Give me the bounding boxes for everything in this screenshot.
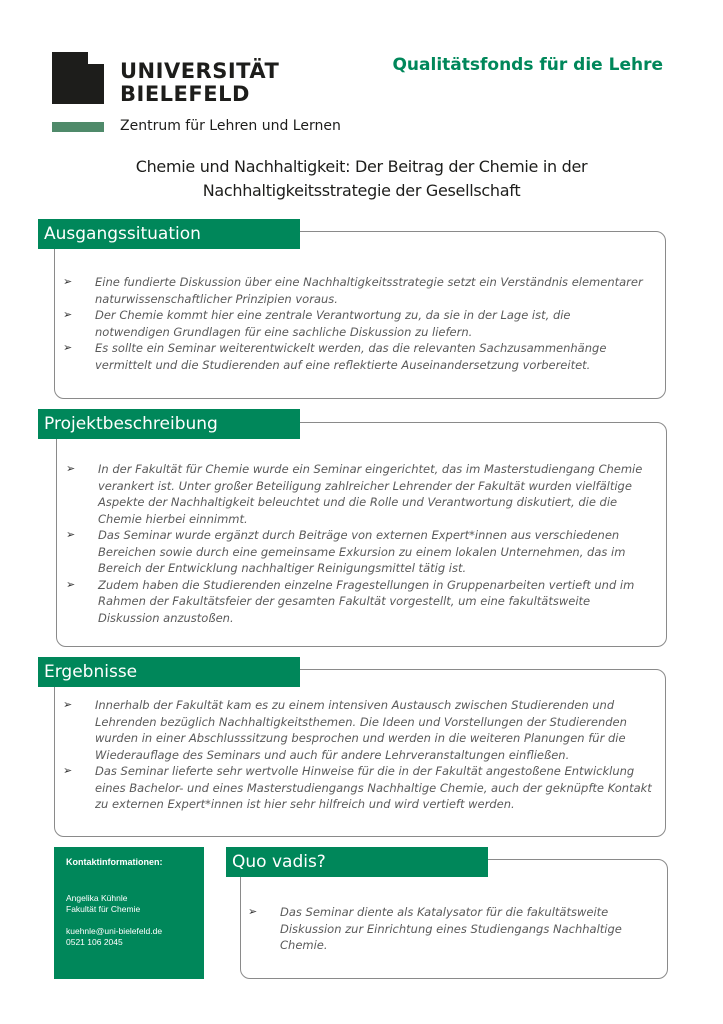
list-item: ➢ Das Seminar wurde ergänzt durch Beiträge von externen Expert*innen aus verschiedenen Bereichen sowie durch eine gemeinsame Exkursion zu einem lokalen Unternehmen, das im Bereich der Entwicklung nachhaltiger Reinigungsmittel tätig ist. (66, 528, 626, 575)
logo-line-1: UNIVERSITÄT (120, 59, 280, 83)
arrow-bullet-icon: ➢ (66, 462, 76, 475)
list-item: ➢ Der Chemie kommt hier eine zentrale Verantwortung zu, da sie in der Lage ist, die notwendigen Grundlagen für eine sachliche Diskussion zu liefern. (63, 308, 571, 339)
arrow-bullet-icon: ➢ (63, 308, 73, 321)
arrow-bullet-icon: ➢ (63, 764, 73, 777)
contact-phone: 0521 106 2045 (66, 937, 123, 947)
contact-name: Angelika Kühnle (66, 893, 128, 903)
poster-title-line-1: Chemie und Nachhaltigkeit: Der Beitrag der Chemie in der (135, 157, 588, 176)
logo-accent-bar (52, 122, 104, 132)
section-ausgangssituation-list (63, 274, 643, 373)
section-ergebnisse-heading: Ergebnisse (38, 657, 300, 687)
section-quovadis-heading: Quo vadis? (226, 847, 488, 877)
funding-title: Qualitätsfonds für die Lehre (392, 55, 663, 75)
list-item: ➢ Innerhalb der Fakultät kam es zu einem intensiven Austausch zwischen Studierenden und Lehrenden bezüglich Nachhaltigkeitsthemen. Die Ideen und Vorstellungen der Studierenden wurden in einer Abschlusssitzung besprochen und werden in die weiteren Planungen für die Wiederauflage des Seminars und auch für andere Lehrveranstaltungen einfließen. (63, 698, 627, 762)
list-item: ➢ In der Fakultät für Chemie wurde ein Seminar eingerichtet, das im Masterstudiengang Chemie verankert ist. Unter großer Beteiligung zahlreicher Lehrender der Fakultät wurden vielfältige Aspekte der Nachhaltigkeit beleuchtet und die Rolle und Verantwortung diskutiert, die die Chemie hierbei einnimmt. (66, 462, 643, 526)
arrow-bullet-icon: ➢ (248, 905, 258, 918)
list-item: ➢ Eine fundierte Diskussion über eine Nachhaltigkeitsstrategie setzt ein Verständnis elementarer naturwissenschaftlicher Prinzipien voraus. (63, 275, 643, 306)
list-item: ➢ Das Seminar lieferte sehr wertvolle Hinweise für die in der Fakultät angestoßene Entwicklung eines Bachelor- und eines Masterstudiengangs Nachhaltige Chemie, auch der geknüpfte Kontakt zu externen Expert*innen ist hier sehr hilfreich und wird vertieft werden. (63, 764, 652, 811)
arrow-bullet-icon: ➢ (66, 577, 76, 591)
arrow-bullet-icon: ➢ (63, 698, 73, 711)
section-ergebnisse-list (63, 697, 653, 813)
logo-subtitle: Zentrum für Lehren und Lernen (120, 118, 341, 134)
section-projektbeschreibung-heading: Projektbeschreibung (38, 409, 300, 439)
list-item: ➢ Es sollte ein Seminar weiterentwickelt werden, das die relevanten Sachzusammenhänge vermittelt und die Studierenden auf eine reflektierte Auseinandersetzung vorbereitet. (63, 341, 607, 372)
contact-info-box (54, 847, 204, 979)
logo-line-2: BIELEFELD (120, 82, 250, 106)
poster-title-line-2: Nachhaltigkeitsstrategie der Gesellschaft (202, 181, 521, 200)
contact-title: Kontaktinformationen: (66, 857, 163, 867)
arrow-bullet-icon: ➢ (66, 528, 76, 541)
contact-email[interactable]: kuehnle@uni-bielefeld.de (66, 926, 163, 936)
section-projektbeschreibung-list (66, 461, 646, 626)
contact-faculty: Fakultät für Chemie (66, 904, 141, 914)
section-ausgangssituation-heading: Ausgangssituation (38, 219, 300, 249)
arrow-bullet-icon: ➢ (63, 341, 73, 354)
arrow-bullet-icon: ➢ (63, 275, 73, 288)
logo-notch (88, 52, 104, 64)
list-item: ➢ Das Seminar diente als Katalysator für die fakultätsweite Diskussion zur Einrichtung eines Studiengangs Nachhaltige Chemie. (248, 905, 622, 952)
list-item: ➢ Zudem haben die Studierenden einzelne Fragestellungen in Gruppenarbeiten vertieft und im Rahmen der Fakultätsfeier der gesamten Fakultät vorgestellt, um eine fakultätsweite Diskussion anzustoßen. (66, 577, 635, 625)
section-quovadis-list (248, 904, 648, 954)
